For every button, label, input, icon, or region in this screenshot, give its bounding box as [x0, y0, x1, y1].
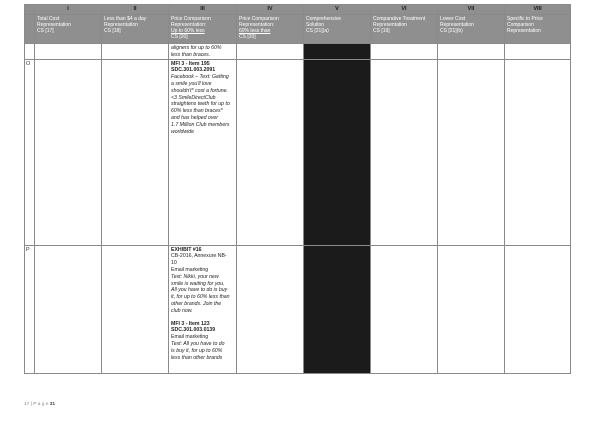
column-header-line: Representation:	[239, 22, 275, 28]
table-cell	[438, 59, 505, 245]
page-number-prefix: 17 | P a g e	[24, 402, 49, 407]
cell-text-line: less than other brands	[171, 354, 223, 361]
cell-text-line: 60% less than braces*	[171, 108, 223, 115]
row-label	[25, 44, 35, 60]
column-header-line: Comparison	[507, 22, 534, 28]
cell-text-line: it, for up to 60% less than	[171, 294, 230, 301]
table-cell	[438, 44, 505, 60]
cell-text-line: worldwide	[171, 128, 195, 135]
corner-cell	[25, 15, 35, 44]
table-cell	[237, 245, 304, 373]
table-cell	[438, 245, 505, 373]
table-cell	[505, 44, 571, 60]
column-numeral: IV	[237, 5, 304, 15]
column-header-line: CS [21](b)	[440, 28, 463, 34]
column-numeral: VI	[371, 5, 438, 15]
cell-text-line: and has helped over	[171, 114, 219, 121]
table-cell	[35, 59, 102, 245]
table-cell-price-comparison	[169, 245, 237, 373]
redaction-block	[304, 245, 371, 373]
column-header-line: Representation	[507, 28, 541, 34]
cell-text-line: a smile you'll love	[171, 80, 212, 87]
column-numeral: V	[304, 5, 371, 15]
cell-text-line: 10	[171, 260, 177, 267]
cell-text-line: Facebook – Text: Getting	[171, 74, 229, 81]
column-header-line: CS [17]	[37, 28, 54, 34]
cell-text-line: less than braces.	[171, 51, 211, 58]
cell-text-line: <3 SmileDirectClub	[171, 94, 216, 101]
table-row	[25, 59, 571, 245]
column-header-line: Price Comparison	[171, 16, 211, 22]
redaction-block	[304, 59, 371, 245]
column-header-line: Total Cost	[37, 16, 60, 22]
cell-text-line: smile is waiting for you.	[171, 280, 225, 287]
table-cell	[237, 44, 304, 60]
table-cell	[371, 59, 438, 245]
table-cell	[102, 245, 169, 373]
column-header-line: Price Comparison	[239, 16, 279, 22]
table-cell	[35, 245, 102, 373]
cell-text-line: EXHIBIT #16	[171, 246, 202, 253]
column-numeral: III	[169, 5, 237, 15]
cell-text-line: Text: All you have to do	[171, 340, 225, 347]
row-label: O	[25, 59, 35, 245]
cell-text-line: All you have to do is buy	[171, 287, 228, 294]
cell-text-line: MFI 3 - Item 123	[171, 320, 210, 327]
column-header-line: Comparative Treatment	[373, 16, 426, 22]
column-header-line: Representation	[104, 22, 138, 28]
column-header-line: Lower Cost	[440, 16, 466, 22]
cell-text-line: SDC.301.003.2091	[171, 67, 216, 74]
table-row	[25, 44, 571, 60]
column-header-line: 60% less than	[239, 28, 271, 34]
column-header	[237, 15, 304, 44]
column-header-line: CS [19]	[373, 28, 390, 34]
table-row	[25, 245, 571, 373]
table-cell	[102, 59, 169, 245]
redaction-block	[304, 44, 371, 60]
comparison-table	[24, 4, 571, 374]
column-header-line: Representation:	[171, 22, 207, 28]
column-header-row	[25, 15, 571, 44]
column-header	[304, 15, 371, 44]
column-header-line: Specific to Price	[507, 16, 543, 22]
column-header-line: Solution	[306, 22, 325, 28]
column-header-line: CS [21](a)	[306, 28, 329, 34]
column-header	[438, 15, 505, 44]
column-header-line: Comprehensive	[306, 16, 342, 22]
column-header-line: Representation	[373, 22, 407, 28]
table-cell	[505, 59, 571, 245]
cell-text-line: aligners for up to 60%	[171, 45, 222, 51]
corner-cell	[25, 5, 35, 15]
column-header-line: Less than $4 a day	[104, 16, 147, 22]
page-footer	[24, 402, 55, 407]
cell-text-line: straightens teeth for up to	[171, 101, 230, 108]
column-header-line: CS [18]	[104, 28, 121, 34]
table-cell	[371, 245, 438, 373]
cell-text-line: CB-2016, Annexure NB-	[171, 253, 227, 260]
table-cell	[102, 44, 169, 60]
column-header	[505, 15, 571, 44]
cell-text-line: is buy it, for up to 60%	[171, 347, 223, 354]
table-cell	[371, 44, 438, 60]
column-header-line: CS [20]	[171, 34, 188, 40]
row-label: P	[25, 245, 35, 373]
cell-text-line: club now.	[171, 307, 193, 314]
column-header	[371, 15, 438, 44]
column-numeral: VII	[438, 5, 505, 15]
column-numeral-row	[25, 5, 571, 15]
cell-text-line: Email marketing	[171, 334, 209, 341]
table-cell	[505, 245, 571, 373]
column-header	[102, 15, 169, 44]
column-header-line: CS [20]	[239, 34, 256, 40]
table-cell-price-comparison	[169, 44, 237, 60]
cell-text-line: shouldn't* cost a fortune.	[171, 87, 228, 94]
table-cell	[35, 44, 102, 60]
page-total: 31	[49, 402, 56, 407]
column-header-line: Up to 60% less	[171, 28, 205, 34]
cell-text-line: 1.7 Million Club members	[171, 121, 230, 128]
cell-text-line: SDC.301.003.0139	[171, 327, 216, 334]
column-header	[169, 15, 237, 44]
table-cell	[237, 59, 304, 245]
cell-text-line: Text: Nikki, your new	[171, 273, 219, 280]
column-numeral: I	[35, 5, 102, 15]
cell-text-line: MFI 3 - Item 195	[171, 60, 210, 67]
cell-text-line: other brands. Join the	[171, 300, 222, 307]
column-numeral: VIII	[505, 5, 571, 15]
column-numeral: II	[102, 5, 169, 15]
column-header-line: Representation	[37, 22, 71, 28]
column-header	[35, 15, 102, 44]
column-header-line: Representation	[440, 22, 474, 28]
table-cell-price-comparison	[169, 59, 237, 245]
cell-text-line: Email marketing	[171, 266, 209, 273]
